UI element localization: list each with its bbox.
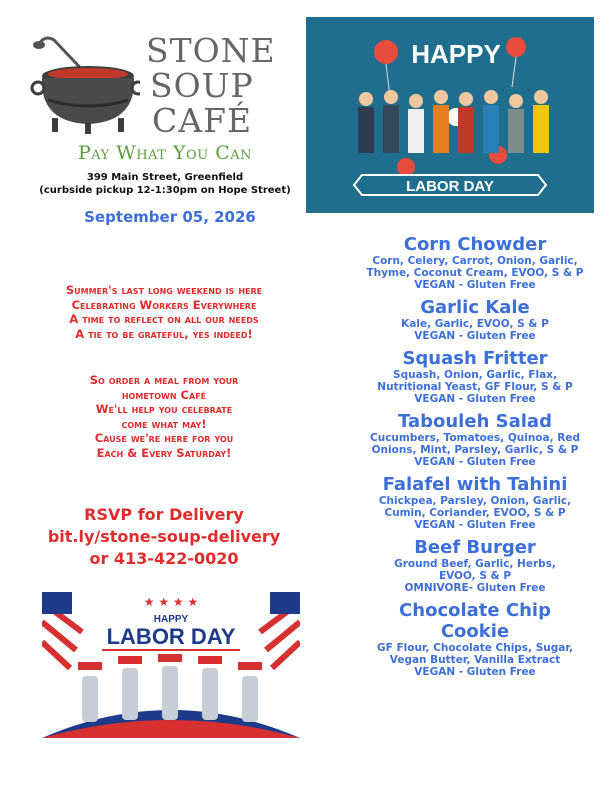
dish-name: Corn Chowder xyxy=(403,234,547,255)
dish-desc-line: Kale, Garlic, EVOO, S & P xyxy=(401,318,549,330)
dish-name: Tabouleh Salad xyxy=(398,411,552,432)
dish-desc-line: EVOO, S & P xyxy=(438,570,512,582)
dish-diet: VEGAN - Gluten Free xyxy=(414,519,536,531)
labor-day-banner-bottom xyxy=(42,592,300,738)
poem-stanza-2 xyxy=(14,373,314,460)
dish-desc-line: Chickpea, Parsley, Onion, Garlic, xyxy=(378,495,572,507)
dish-desc-line: Cucumbers, Tomatoes, Quinoa, Red xyxy=(370,432,580,444)
dish-diet: VEGAN - Gluten Free xyxy=(414,456,536,468)
dish-name: Beef Burger xyxy=(414,537,536,558)
address-line: 399 Main Street, Greenfield xyxy=(86,172,244,183)
happy-text: HAPPY xyxy=(153,614,189,625)
poem-line: hometown Café xyxy=(121,387,207,402)
menu-item xyxy=(346,411,604,468)
dish-desc-line: Cumin, Coriander, EVOO, S & P xyxy=(384,507,566,519)
tagline: Pay What You Can xyxy=(77,142,253,164)
dish-desc-line: Vegan Butter, Vanilla Extract xyxy=(389,654,561,666)
labor-day-text: LABOR DAY xyxy=(106,624,236,649)
poem-line: A time to reflect on all our needs xyxy=(69,312,259,326)
cafe-logo xyxy=(30,24,300,224)
dish-name: Falafel with Tahini xyxy=(382,474,568,495)
logo-word-soup: SOUP xyxy=(150,66,254,105)
menu-item xyxy=(346,348,604,405)
dish-name: Garlic Kale xyxy=(420,297,530,318)
menu-item xyxy=(346,297,604,342)
rsvp-heading: RSVP for Delivery xyxy=(84,505,244,524)
dish-diet: OMNIVORE- Gluten Free xyxy=(404,582,546,594)
poem-line: Celebrating Workers Everywhere xyxy=(71,297,257,312)
poem-line: come what may! xyxy=(121,416,207,431)
dish-desc-line: Thyme, Coconut Cream, EVOO, S & P xyxy=(366,267,584,279)
poem-line: We'll help you celebrate xyxy=(95,402,233,416)
dish-diet: VEGAN - Gluten Free xyxy=(414,666,536,678)
poem-line: Each & Every Saturday! xyxy=(96,445,232,460)
phone-number[interactable]: or 413-422-0020 xyxy=(89,549,239,568)
happy-text: HAPPY xyxy=(411,39,501,69)
flag-hands-illustration xyxy=(42,592,300,738)
dish-desc-line: Nutritional Yeast, GF Flour, S & P xyxy=(377,381,573,393)
delivery-link[interactable]: bit.ly/stone-soup-delivery xyxy=(47,527,281,546)
dish-desc-line: Ground Beef, Garlic, Herbs, xyxy=(394,558,556,570)
poem-line: A tie to be grateful, yes indeed! xyxy=(75,326,253,341)
menu-item xyxy=(346,234,604,291)
poem-line: So order a meal from your xyxy=(89,373,239,387)
svg-text:★ ★ ★ ★: ★ ★ ★ ★ xyxy=(143,595,199,609)
poem-line: Cause we're here for you xyxy=(94,431,234,445)
rsvp-block xyxy=(14,504,314,570)
logo-word-stone: STONE xyxy=(146,31,276,70)
event-date: September 05, 2026 xyxy=(84,208,256,226)
dish-name: Chocolate Chip Cookie xyxy=(399,600,551,642)
soup-pot-icon xyxy=(30,30,140,134)
dish-desc-line: Onions, Mint, Parsley, Garlic, S & P xyxy=(371,444,579,456)
workers-illustration xyxy=(306,17,594,213)
dish-diet: VEGAN - Gluten Free xyxy=(414,330,536,342)
labor-day-text: LABOR DAY xyxy=(406,178,494,195)
menu-item xyxy=(346,474,604,531)
menu-item xyxy=(346,600,604,678)
dish-desc-line: Corn, Celery, Carrot, Onion, Garlic, xyxy=(372,255,578,267)
menu-item xyxy=(346,537,604,594)
pickup-info: (curbside pickup 12-1:30pm on Hope Street) xyxy=(39,185,291,196)
labor-day-banner-top xyxy=(306,17,594,213)
logo-word-cafe: CAFÉ xyxy=(152,101,253,140)
poem-line: Summer's last long weekend is here xyxy=(65,283,263,297)
dish-name: Squash Fritter xyxy=(402,348,548,369)
dish-diet: VEGAN - Gluten Free xyxy=(414,279,536,291)
dish-desc-line: GF Flour, Chocolate Chips, Sugar, xyxy=(377,642,573,654)
menu-list xyxy=(346,234,604,684)
dish-diet: VEGAN - Gluten Free xyxy=(414,393,536,405)
dish-desc-line: Squash, Onion, Garlic, Flax, xyxy=(393,369,557,381)
poem-stanza-1 xyxy=(14,283,314,341)
